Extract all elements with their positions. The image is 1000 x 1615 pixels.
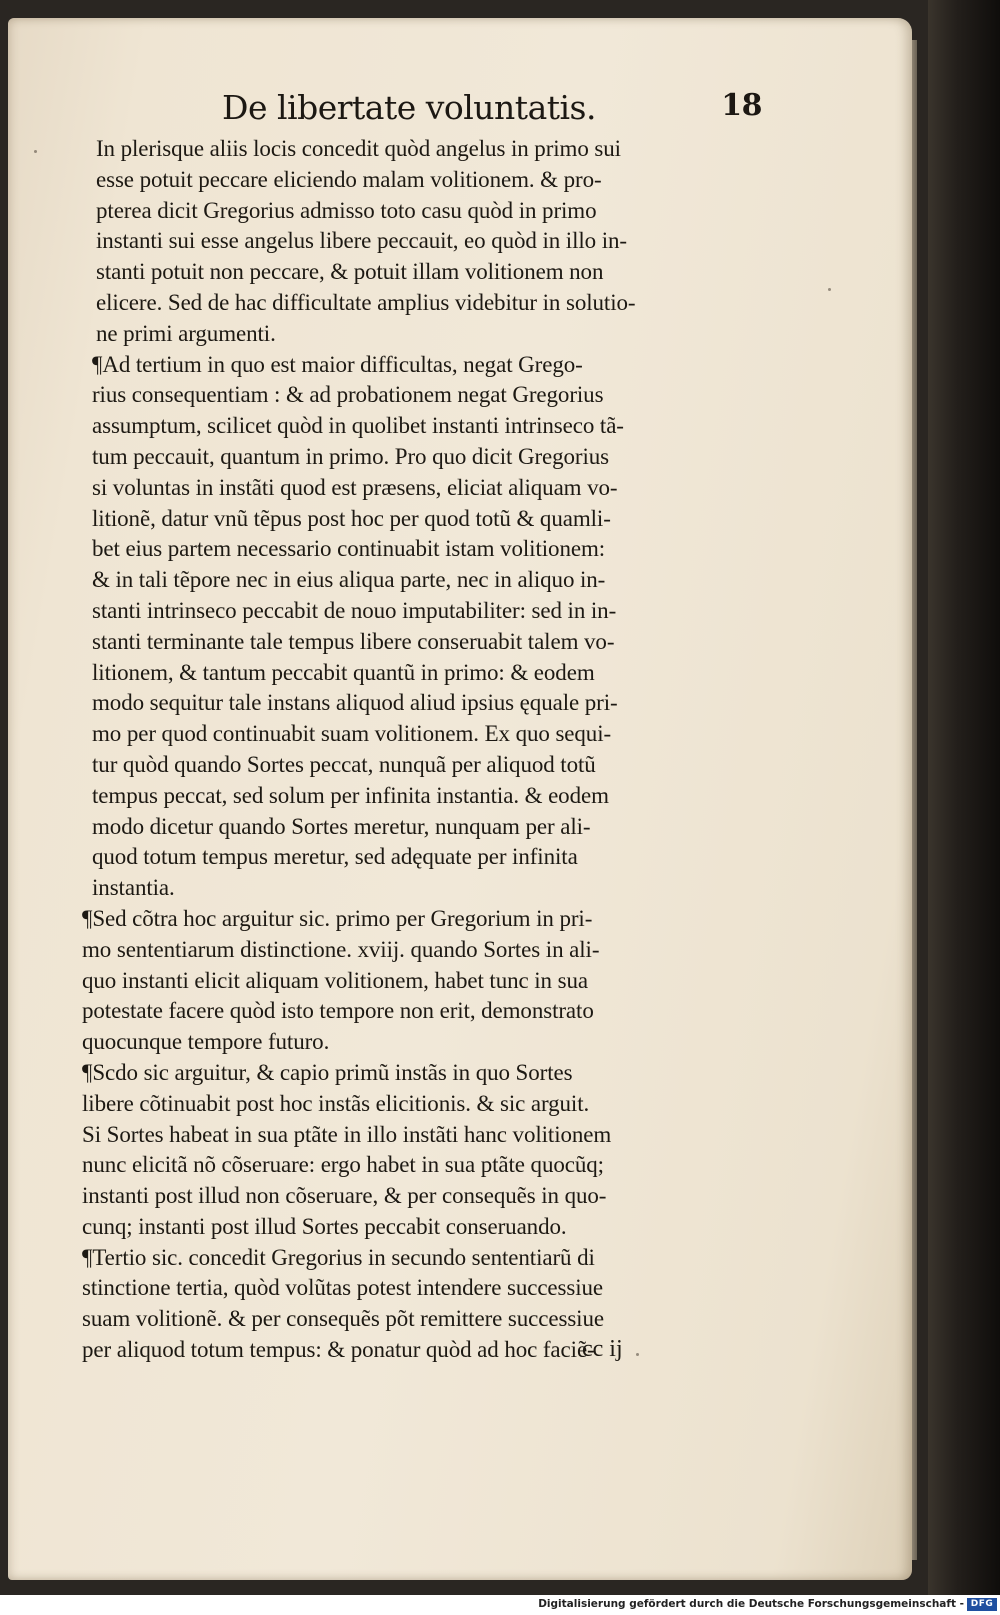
text-line: quo instanti elicit aliquam volitionem, habet tunc in sua	[82, 967, 588, 993]
text-line: instanti post illud non cõseruare, & per consequẽs in quo-	[82, 1183, 607, 1209]
text-line: stanti intrinseco peccabit de nouo imputabiliter: sed in in-	[92, 597, 617, 623]
text-line: nunc elicitã nõ cõseruare: ergo habet in sua ptãte quocũq;	[82, 1152, 604, 1178]
running-header	[222, 88, 762, 132]
text-line: cunq; instanti post illud Sortes peccabit conseruando.	[82, 1213, 567, 1239]
text-line: ¶Ad tertium in quo est maior difficultas, negat Grego-	[92, 351, 583, 377]
text-line: suam volitionẽ. & per consequẽs põt remittere successiue	[82, 1306, 604, 1332]
text-line: libere cõtinuabit post hoc instãs elicitionis. & sic arguit.	[82, 1090, 590, 1116]
text-line: si voluntas in instãti quod est præsens, eliciat aliquam vo-	[92, 474, 618, 500]
text-line: In plerisque aliis locis concedit quòd angelus in primo sui	[96, 136, 621, 161]
digitization-footer	[0, 1595, 1000, 1615]
text-line: ¶Sed cõtra hoc arguitur sic. primo per Gregorium in pri-	[82, 905, 593, 931]
ink-speck	[828, 288, 831, 291]
text-line: & in tali tẽpore nec in eius aliqua parte, nec in aliquo in-	[92, 567, 606, 593]
text-line: ¶Tertio sic. concedit Gregorius in secundo sententiarũ di	[82, 1244, 595, 1270]
text-line: tum peccauit, quantum in primo. Pro quo dicit Gregorius	[92, 443, 610, 469]
text-line: modo sequitur tale instans aliquod aliud ipsius ęquale pri-	[92, 690, 618, 716]
text-line: instanti sui esse angelus libere peccauit, eo quòd in illo in-	[96, 228, 627, 254]
running-title: De libertate voluntatis.	[222, 88, 596, 127]
text-line: Si Sortes habeat in sua ptãte in illo instãti hanc volitionem	[82, 1121, 612, 1147]
text-line: litionem, & tantum peccabit quantũ in primo: & eodem	[92, 659, 595, 685]
text-line: stanti potuit non peccare, & potuit illam volitionem non	[96, 259, 604, 285]
dfg-logo: DFG	[967, 1598, 997, 1611]
text-line: instantia.	[92, 875, 175, 901]
text-line: rius consequentiam : & ad probationem negat Gregorius	[92, 382, 604, 408]
text-line: per aliquod totum tempus: & ponatur quòd ad hoc faciẽ-	[82, 1337, 595, 1363]
text-line: stanti terminante tale tempus libere conseruabit talem vo-	[92, 628, 615, 654]
text-line: assumptum, scilicet quòd in quolibet instanti intrinseco tã-	[92, 413, 624, 439]
text-line: quod totum tempus meretur, sed adęquate per infinita	[92, 844, 578, 870]
text-line: pterea dicit Gregorius admisso toto casu quòd in primo	[96, 197, 597, 223]
text-line: potestate facere quòd isto tempore non erit, demonstrato	[82, 998, 594, 1024]
text-line: ¶Scdo sic arguitur, & capio primũ instãs in quo Sortes	[82, 1059, 573, 1085]
text-line: elicere. Sed de hac difficultate amplius videbitur in solutio-	[96, 289, 636, 315]
text-line: ne primi argumenti.	[96, 320, 276, 346]
text-line: modo dicetur quando Sortes meretur, nunquam per ali-	[92, 813, 591, 839]
funding-credit: Digitalisierung gefördert durch die Deutsche Forschungsgemeinschaft -	[538, 1598, 964, 1610]
signature-mark: cc ij	[582, 1336, 623, 1362]
text-line: tempus peccat, sed solum per infinita instantia. & eodem	[92, 782, 609, 808]
ink-speck	[34, 150, 37, 153]
text-line: tur quòd quando Sortes peccat, nunquã per aliquod totũ	[92, 751, 596, 777]
text-line: esse potuit peccare eliciendo malam volitionem. & pro-	[96, 166, 602, 192]
text-line: bet eius partem necessario continuabit istam volitionem:	[92, 536, 606, 562]
text-line: stinctione tertia, quòd volũtas potest intendere successiue	[82, 1275, 604, 1301]
folio-number: 18	[721, 88, 762, 123]
text-line: litionẽ, datur vnũ tẽpus post hoc per quod totũ & quamli-	[92, 505, 611, 531]
text-line: mo per quod continuabit suam volitionem. Ex quo sequi-	[92, 721, 612, 747]
book-edge	[928, 0, 1000, 1595]
text-line: quocunque tempore futuro.	[82, 1029, 330, 1055]
body-text	[82, 134, 784, 1366]
text-line: mo sententiarum distinctione. xviij. quando Sortes in ali-	[82, 936, 600, 962]
